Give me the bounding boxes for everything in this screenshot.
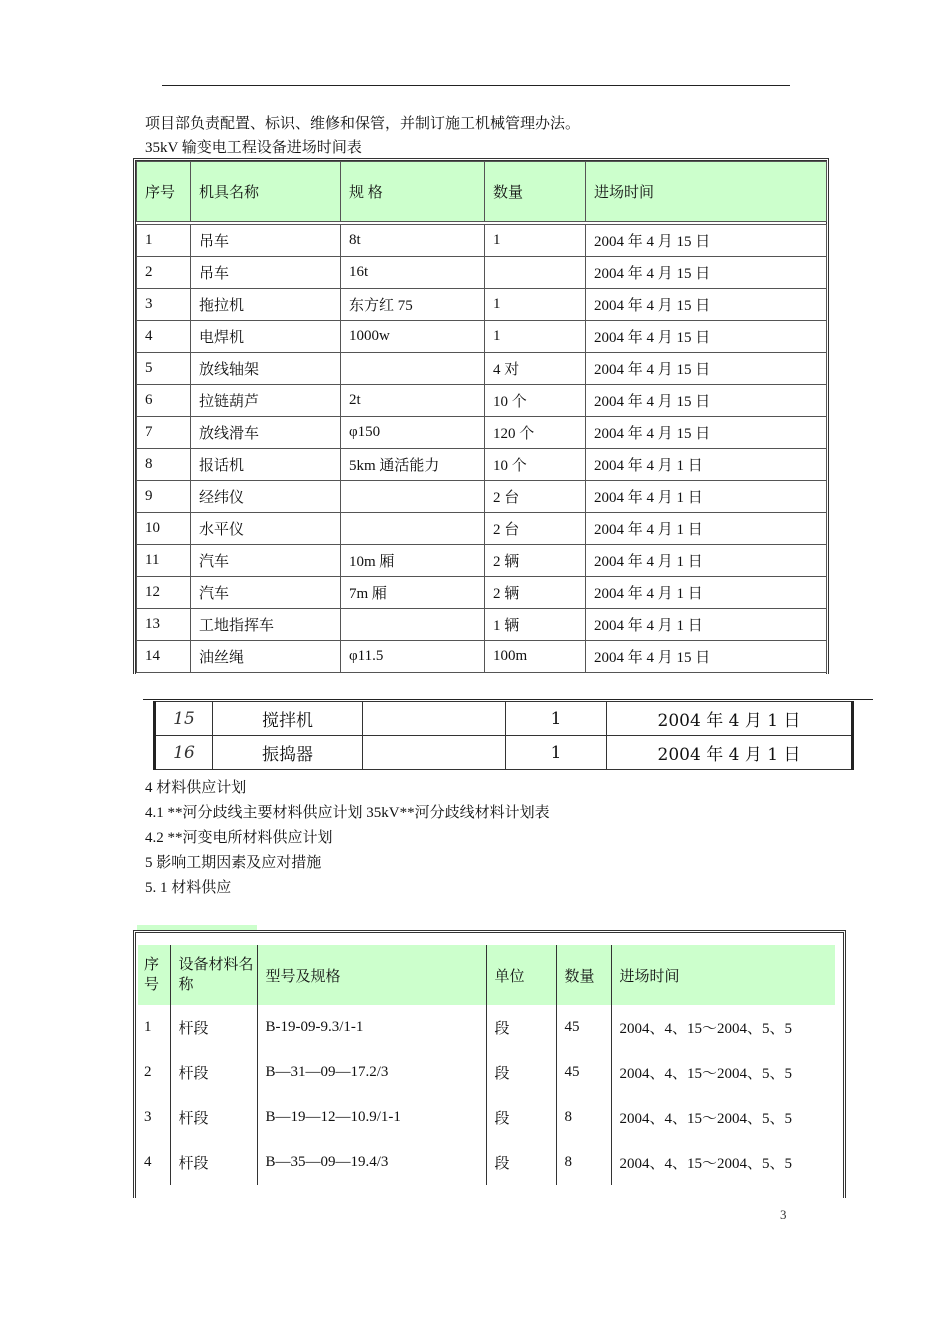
cell: 汽车 [191, 577, 341, 609]
header-cell: 序号 [138, 945, 170, 1005]
cell: 报话机 [191, 449, 341, 481]
cell: 2 台 [485, 513, 586, 545]
table-row [155, 736, 853, 770]
cell: 2004 年 4 月 1 日 [607, 736, 853, 770]
table-row [155, 702, 853, 736]
intro-paragraph: 项目部负责配置、标识、维修和保管，并制订施工机械管理办法。 [145, 116, 581, 132]
cell: 杆段 [170, 1140, 257, 1185]
cell: 杆段 [170, 1050, 257, 1095]
cell: 放线滑车 [191, 417, 341, 449]
cell: 2004 年 4 月 1 日 [586, 513, 827, 545]
cell: 水平仪 [191, 513, 341, 545]
table-row [137, 641, 827, 673]
cell: 1 [485, 225, 586, 257]
cell: 5km 通活能力 [341, 449, 485, 481]
cell: B—19—12—10.9/1-1 [257, 1095, 486, 1140]
cell [363, 702, 506, 736]
equipment-table [136, 161, 827, 673]
cell: 16 [155, 736, 213, 770]
cell [341, 353, 485, 385]
cell: 2004 年 4 月 15 日 [586, 353, 827, 385]
cell: 杆段 [170, 1095, 257, 1140]
table1-title: 35kV 输变电工程设备进场时间表 [145, 140, 362, 156]
table-row [137, 353, 827, 385]
cell: 4 [144, 1154, 152, 1170]
section-heading: 4 材料供应计划 [145, 780, 247, 796]
cell: 2004 年 4 月 15 日 [586, 257, 827, 289]
cell: 5 [137, 353, 191, 385]
header-cell: 单位 [486, 945, 556, 1005]
cell: 段 [486, 1005, 556, 1050]
cell: 120 个 [485, 417, 586, 449]
cell [341, 609, 485, 641]
cell: 2 辆 [485, 577, 586, 609]
cell [485, 257, 586, 289]
table-row [137, 609, 827, 641]
cell: 11 [137, 545, 191, 577]
section-heading: 4.1 **河分歧线主要材料供应计划 35kV**河分歧线材料计划表 [145, 805, 550, 821]
header-cell: 规 格 [341, 162, 485, 222]
header-cell: 序号 [137, 162, 191, 222]
cell: 8 [556, 1140, 611, 1185]
table-row [138, 1005, 835, 1050]
cell: 电焊机 [191, 321, 341, 353]
cell: 1000w [341, 321, 485, 353]
equipment-table-clip [133, 158, 833, 674]
cell: 2 台 [485, 481, 586, 513]
cell: 搅拌机 [213, 702, 363, 736]
header-cell: 数量 [556, 945, 611, 1005]
material-table [138, 945, 835, 1185]
table-row [137, 449, 827, 481]
cell: 吊车 [191, 225, 341, 257]
cell: 2004、4、15～2004、5、5 [611, 1140, 835, 1185]
cell: 2 辆 [485, 545, 586, 577]
table-row [137, 225, 827, 257]
equipment-table-continued [153, 701, 854, 770]
cell: 13 [137, 609, 191, 641]
cell: 杆段 [170, 1005, 257, 1050]
table-row [137, 481, 827, 513]
header-cell: 型号及规格 [257, 945, 486, 1005]
cell: 15 [155, 702, 213, 736]
cell: 吊车 [191, 257, 341, 289]
header-cell: 进场时间 [611, 945, 835, 1005]
cell: 2004、4、15～2004、5、5 [611, 1050, 835, 1095]
table-header-row [137, 162, 827, 222]
cell: 4 [137, 321, 191, 353]
cell: 9 [137, 481, 191, 513]
cell: 1 [506, 702, 607, 736]
cell [341, 513, 485, 545]
cell: 2004 年 4 月 1 日 [586, 609, 827, 641]
cell: 段 [486, 1095, 556, 1140]
cell: 3 [144, 1109, 152, 1125]
table-row [137, 385, 827, 417]
cell: 2004、4、15～2004、5、5 [611, 1005, 835, 1050]
cell: 2t [341, 385, 485, 417]
cell: 6 [137, 385, 191, 417]
cell: 东方红 75 [341, 289, 485, 321]
cell: 段 [486, 1050, 556, 1095]
table-header-row [138, 945, 835, 1005]
cell: 3 [137, 289, 191, 321]
cell: 2004 年 4 月 15 日 [586, 321, 827, 353]
cell: 7m 厢 [341, 577, 485, 609]
cell: 1 辆 [485, 609, 586, 641]
section-heading: 5 影响工期因素及应对措施 [145, 855, 322, 871]
cell: 2 [137, 257, 191, 289]
cell: 2004 年 4 月 1 日 [586, 481, 827, 513]
cell [363, 736, 506, 770]
cell: 汽车 [191, 545, 341, 577]
cell: B—31—09—17.2/3 [257, 1050, 486, 1095]
header-cell: 数量 [485, 162, 586, 222]
cell: 2 [144, 1064, 152, 1080]
cell: 1 [137, 225, 191, 257]
cell: 工地指挥车 [191, 609, 341, 641]
cell: 10m 厢 [341, 545, 485, 577]
cell: 2004 年 4 月 15 日 [586, 641, 827, 673]
section-heading: 5. 1 材料供应 [145, 880, 232, 896]
cell: 振捣器 [213, 736, 363, 770]
cell: 2004 年 4 月 15 日 [586, 385, 827, 417]
cell: 2004 年 4 月 1 日 [586, 545, 827, 577]
cell: 8 [137, 449, 191, 481]
cell: 2004、4、15～2004、5、5 [611, 1095, 835, 1140]
cell: 2004 年 4 月 1 日 [586, 449, 827, 481]
cell: B-19-09-9.3/1-1 [257, 1005, 486, 1050]
table-row [137, 257, 827, 289]
header-cell: 进场时间 [586, 162, 827, 222]
cell: 1 [485, 289, 586, 321]
cell: 10 个 [485, 385, 586, 417]
cell: 1 [144, 1019, 152, 1035]
cell: 14 [137, 641, 191, 673]
cell: 2004 年 4 月 15 日 [586, 289, 827, 321]
cell: 10 个 [485, 449, 586, 481]
cell: 拖拉机 [191, 289, 341, 321]
cell: 1 [506, 736, 607, 770]
cell: φ150 [341, 417, 485, 449]
cell: φ11.5 [341, 641, 485, 673]
cell: 拉链葫芦 [191, 385, 341, 417]
cell: 2004 年 4 月 1 日 [586, 577, 827, 609]
cell: 段 [486, 1140, 556, 1185]
cell: 2004 年 4 月 15 日 [586, 225, 827, 257]
continuation-rule [143, 699, 873, 700]
table-row [138, 1140, 835, 1185]
section-heading: 4.2 **河变电所材料供应计划 [145, 830, 333, 846]
cell: 经纬仪 [191, 481, 341, 513]
table-row [137, 417, 827, 449]
cell: 放线轴架 [191, 353, 341, 385]
table-row [138, 1095, 835, 1140]
table-row [137, 577, 827, 609]
cell: 8t [341, 225, 485, 257]
cell: 2004 年 4 月 1 日 [607, 702, 853, 736]
header-cell: 设备材料名称 [170, 945, 257, 1005]
table-row [137, 513, 827, 545]
cell: B—35—09—19.4/3 [257, 1140, 486, 1185]
cell: 4 对 [485, 353, 586, 385]
cell: 45 [556, 1005, 611, 1050]
page-number: 3 [780, 1207, 787, 1222]
cell: 45 [556, 1050, 611, 1095]
table-row [137, 289, 827, 321]
cell: 100m [485, 641, 586, 673]
cell: 油丝绳 [191, 641, 341, 673]
cell [341, 481, 485, 513]
cell: 2004 年 4 月 15 日 [586, 417, 827, 449]
cell: 10 [137, 513, 191, 545]
table-row [137, 321, 827, 353]
cell: 1 [485, 321, 586, 353]
cell: 8 [556, 1095, 611, 1140]
header-rule [162, 85, 790, 86]
table-row [137, 545, 827, 577]
cell: 7 [137, 417, 191, 449]
cell: 12 [137, 577, 191, 609]
header-cell: 机具名称 [191, 162, 341, 222]
cell: 16t [341, 257, 485, 289]
table-row [138, 1050, 835, 1095]
